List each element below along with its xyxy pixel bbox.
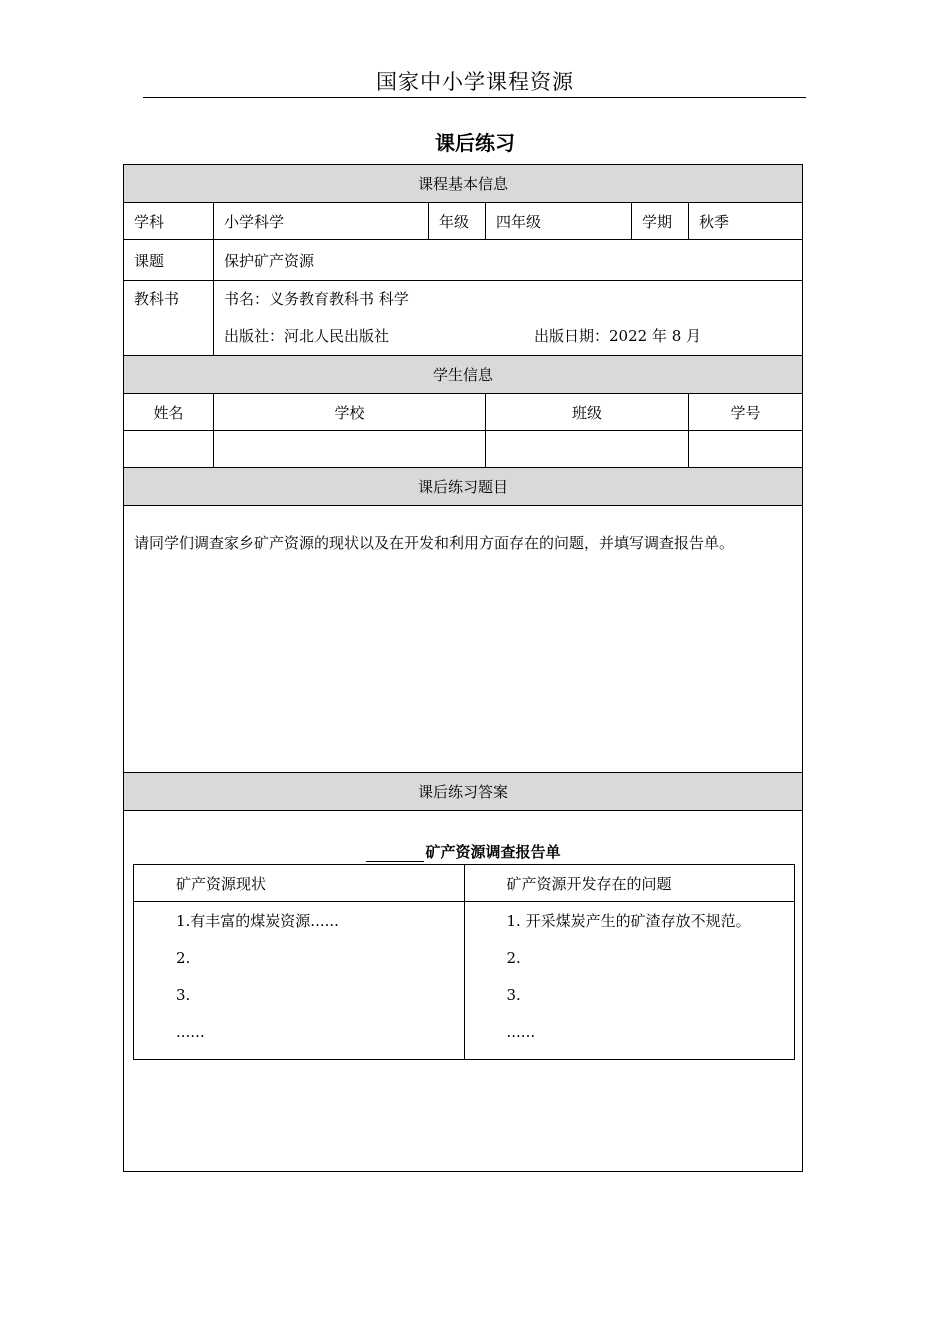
term-label: 学期 bbox=[632, 203, 689, 240]
list-item: ...... bbox=[506, 1023, 536, 1041]
list-item: 3. bbox=[506, 986, 521, 1004]
student-id-header: 学号 bbox=[689, 394, 803, 431]
subject-label: 学科 bbox=[124, 203, 214, 240]
answer-content bbox=[124, 811, 803, 1172]
page-title: 课后练习 bbox=[435, 131, 515, 155]
topic-value: 保护矿产资源 bbox=[214, 240, 803, 281]
publisher: 出版社：河北人民出版社 bbox=[224, 327, 390, 345]
report-table bbox=[133, 864, 795, 1060]
list-item: 1. 开采煤炭产生的矿渣存放不规范。 bbox=[506, 912, 751, 930]
document-header-title: 国家中小学课程资源 bbox=[376, 70, 574, 94]
exercise-section-header: 课后练习题目 bbox=[124, 468, 803, 506]
report-col-status-header: 矿产资源现状 bbox=[134, 865, 465, 902]
student-id-input[interactable] bbox=[689, 431, 803, 468]
exercise-sheet-table bbox=[123, 164, 803, 1172]
publish-date: 出版日期：2022 年 8 月 bbox=[534, 327, 702, 345]
student-info-section-header: 学生信息 bbox=[124, 356, 803, 394]
course-info-section-header: 课程基本信息 bbox=[124, 165, 803, 203]
term-value: 秋季 bbox=[689, 203, 803, 240]
grade-value: 四年级 bbox=[486, 203, 632, 240]
student-name-header: 姓名 bbox=[124, 394, 214, 431]
class-input[interactable] bbox=[486, 431, 689, 468]
textbook-label: 教科书 bbox=[124, 281, 214, 356]
report-title-blank[interactable] bbox=[366, 844, 424, 862]
list-item: ...... bbox=[176, 1023, 205, 1041]
school-input[interactable] bbox=[214, 431, 486, 468]
answer-section-header: 课后练习答案 bbox=[124, 773, 803, 811]
textbook-info bbox=[214, 281, 803, 356]
school-header: 学校 bbox=[214, 394, 486, 431]
list-item: 2. bbox=[506, 949, 521, 967]
book-name: 书名：义务教育教科书 科学 bbox=[224, 290, 409, 308]
topic-label: 课题 bbox=[124, 240, 214, 281]
header-divider bbox=[143, 97, 806, 98]
publisher-line bbox=[224, 318, 802, 355]
list-item: 1.有丰富的煤炭资源...... bbox=[176, 912, 339, 930]
grade-label: 年级 bbox=[429, 203, 486, 240]
report-problems-cell bbox=[464, 902, 795, 1060]
report-title: 矿产资源调查报告单 bbox=[132, 841, 794, 863]
report-status-cell bbox=[134, 902, 465, 1060]
class-header: 班级 bbox=[486, 394, 689, 431]
list-item: 3. bbox=[176, 986, 191, 1004]
student-name-input[interactable] bbox=[124, 431, 214, 468]
subject-value: 小学科学 bbox=[214, 203, 429, 240]
exercise-question: 请同学们调查家乡矿产资源的现状以及在开发和利用方面存在的问题，并填写调查报告单。 bbox=[124, 506, 803, 773]
list-item: 2. bbox=[176, 949, 191, 967]
report-col-problems-header: 矿产资源开发存在的问题 bbox=[464, 865, 795, 902]
